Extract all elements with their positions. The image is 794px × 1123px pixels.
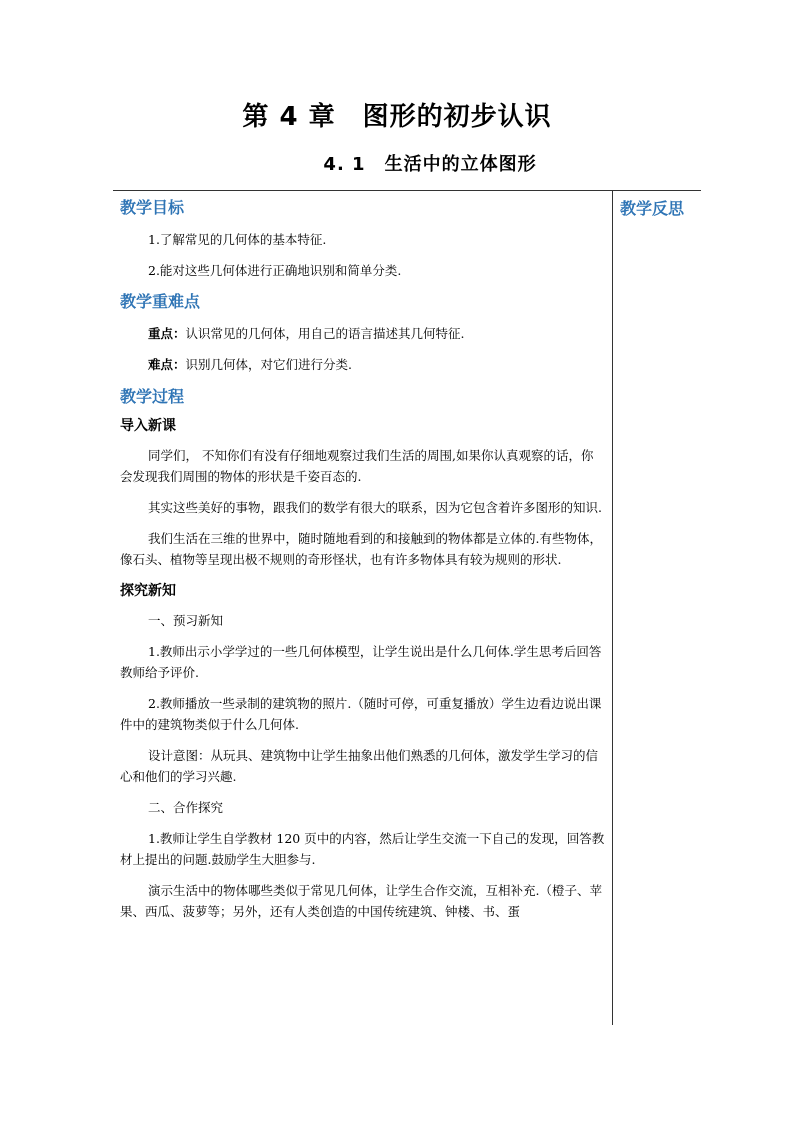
- part1-paragraph: 1.教师出示小学学过的一些几何体模型，让学生说出是什么几何体.学生思考后回答教师给予评价.: [120, 644, 602, 680]
- intro-paragraph: 我们生活在三维的世界中，随时随地看到的和接触到的物体都是立体的.有些物体，像石头、植物等呈现出极不规则的奇形怪状，也有许多物体具有较为规则的形状.: [120, 531, 602, 567]
- difficulty-line: [120, 354, 605, 375]
- chapter-title: 第 4 章 图形的初步认识: [242, 102, 552, 132]
- difficulty-label: 难点：: [148, 357, 186, 372]
- design-intent: [120, 745, 605, 787]
- goal-item: 2.能对这些几何体进行正确地识别和简单分类.: [148, 263, 402, 278]
- difficulty-text: 识别几何体，对它们进行分类.: [185, 357, 352, 372]
- intro-paragraph: 其实这些美好的事物，跟我们的数学有很大的联系，因为它包含着许多图形的知识.: [148, 500, 602, 515]
- column-divider: [612, 190, 613, 1025]
- focus-line: [120, 323, 605, 344]
- part2-paragraph: 1.教师让学生自学教材 120 页中的内容，然后让学生交流一下自己的发现，回答教材上提出的问题.鼓励学生大胆参与.: [120, 831, 605, 867]
- part1-title: 一、预习新知: [148, 613, 224, 628]
- reflection-heading: 教学反思: [620, 199, 685, 218]
- intro-paragraph: 同学们， 不知你们有没有仔细地观察过我们生活的周围,如果你认真观察的话，你会发现我们周围的物体的形状是千姿百态的.: [120, 448, 594, 484]
- lesson-body: [120, 196, 605, 922]
- design-text: 从玩具、建筑物中让学生抽象出他们熟悉的几何体，激发学生学习的信心和他们的学习兴趣.: [120, 748, 599, 784]
- intro-heading: 导入新课: [120, 418, 176, 434]
- key-points-heading: 教学重难点: [120, 292, 201, 311]
- design-label: 设计意图：: [148, 748, 211, 763]
- goals-heading: 教学目标: [120, 198, 185, 217]
- focus-text: 认识常见的几何体，用自己的语言描述其几何特征.: [185, 326, 465, 341]
- part2-paragraph: 演示生活中的物体哪些类似于常见几何体，让学生合作交流，互相补充.（橙子、苹果、西瓜、菠萝等；另外，还有人类创造的中国传统建筑、钟楼、书、蛋: [120, 883, 602, 919]
- process-heading: 教学过程: [120, 387, 185, 406]
- part2-title: 二、合作探究: [148, 800, 224, 815]
- focus-label: 重点：: [148, 326, 186, 341]
- goal-item: 1.了解常见的几何体的基本特征.: [148, 232, 327, 247]
- reflection-column: [620, 197, 710, 221]
- explore-heading: 探究新知: [120, 583, 176, 599]
- part1-paragraph: 2.教师播放一些录制的建筑物的照片.（随时可停，可重复播放）学生边看边说出课件中的建筑物类似于什么几何体.: [120, 696, 602, 732]
- lesson-subtitle: 4. 1 生活中的立体图形: [323, 154, 537, 175]
